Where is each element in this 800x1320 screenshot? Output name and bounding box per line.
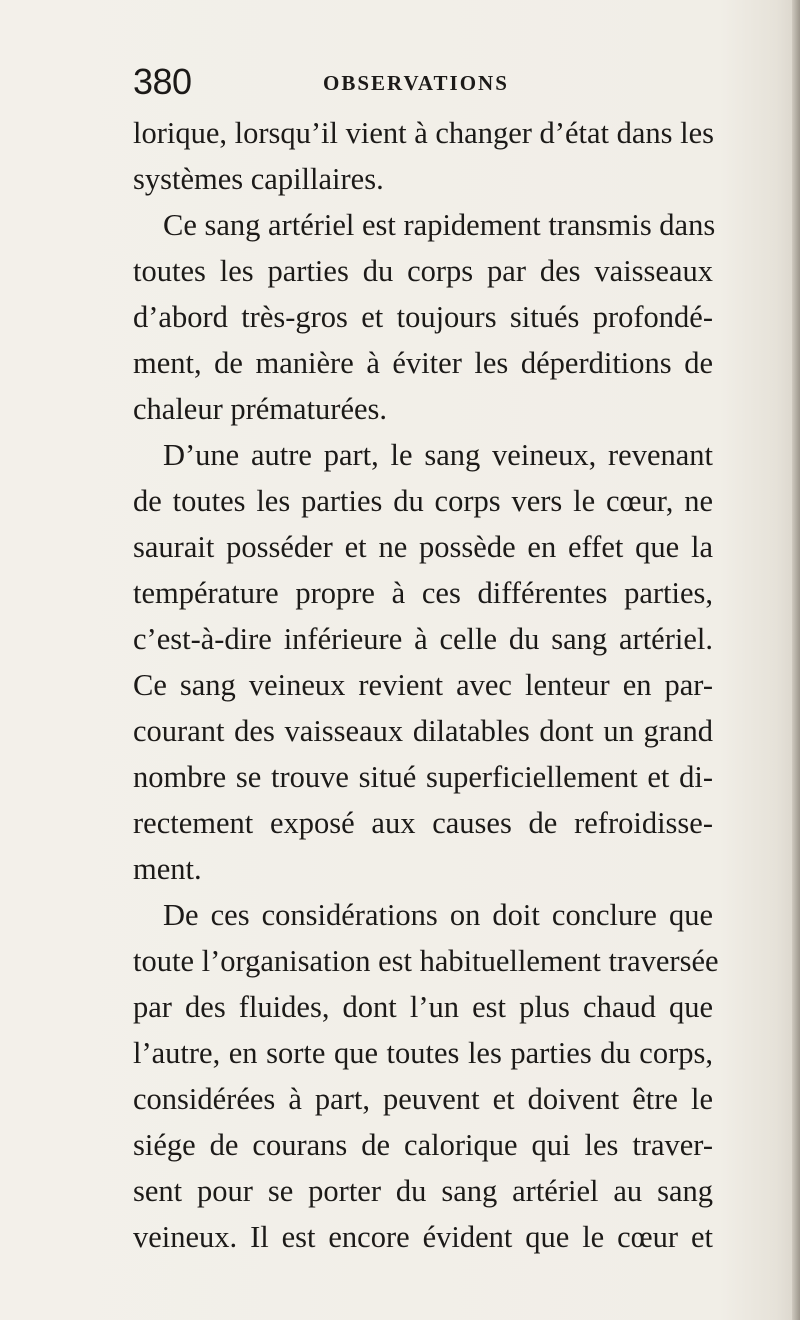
text-line: saurait posséder et ne possède en effet que la <box>133 530 713 564</box>
text-line: D’une autre part, le sang veineux, revenant <box>163 438 713 472</box>
text-line: d’abord très-gros et toujours situés profondé- <box>133 300 713 334</box>
text-line: par des fluides, dont l’un est plus chaud que <box>133 990 713 1024</box>
text-line: Ce sang artériel est rapidement transmis dans <box>163 208 716 242</box>
running-head: OBSERVATIONS <box>323 71 509 95</box>
text-line: rectement exposé aux causes de refroidisse- <box>133 806 713 840</box>
page-header <box>133 60 713 104</box>
page-number: 380 <box>133 61 192 102</box>
text-line: considérées à part, peuvent et doivent être le <box>133 1082 713 1116</box>
text-line: siége de courans de calorique qui les traver- <box>133 1128 713 1162</box>
text-line: ment, de manière à éviter les déperditions de <box>133 346 713 380</box>
text-line: l’autre, en sorte que toutes les parties du corps, <box>133 1036 713 1070</box>
text-line: systèmes capillaires. <box>133 162 384 196</box>
text-line: de toutes les parties du corps vers le cœur, ne <box>133 484 713 518</box>
text-line: Ce sang veineux revient avec lenteur en par- <box>133 668 713 702</box>
text-line: chaleur prématurées. <box>133 392 388 426</box>
body-text <box>133 110 719 1260</box>
text-line: ment. <box>133 852 202 886</box>
text-line: toutes les parties du corps par des vaisseaux <box>133 254 713 288</box>
text-line: courant des vaisseaux dilatables dont un grand <box>133 714 713 748</box>
text-line: De ces considérations on doit conclure que <box>163 898 713 932</box>
page-edge-shadow <box>792 0 800 1320</box>
text-line: température propre à ces différentes parties, <box>133 576 713 610</box>
text-line: toute l’organisation est habituellement traversée <box>133 944 719 978</box>
text-line: nombre se trouve situé superficiellement et di- <box>133 760 713 794</box>
text-line: lorique, lorsqu’il vient à changer d’état dans les <box>133 116 715 150</box>
text-line: sent pour se porter du sang artériel au sang <box>133 1174 713 1208</box>
text-line: veineux. Il est encore évident que le cœur et <box>133 1220 713 1254</box>
text-line: c’est-à-dire inférieure à celle du sang artériel. <box>133 622 713 656</box>
